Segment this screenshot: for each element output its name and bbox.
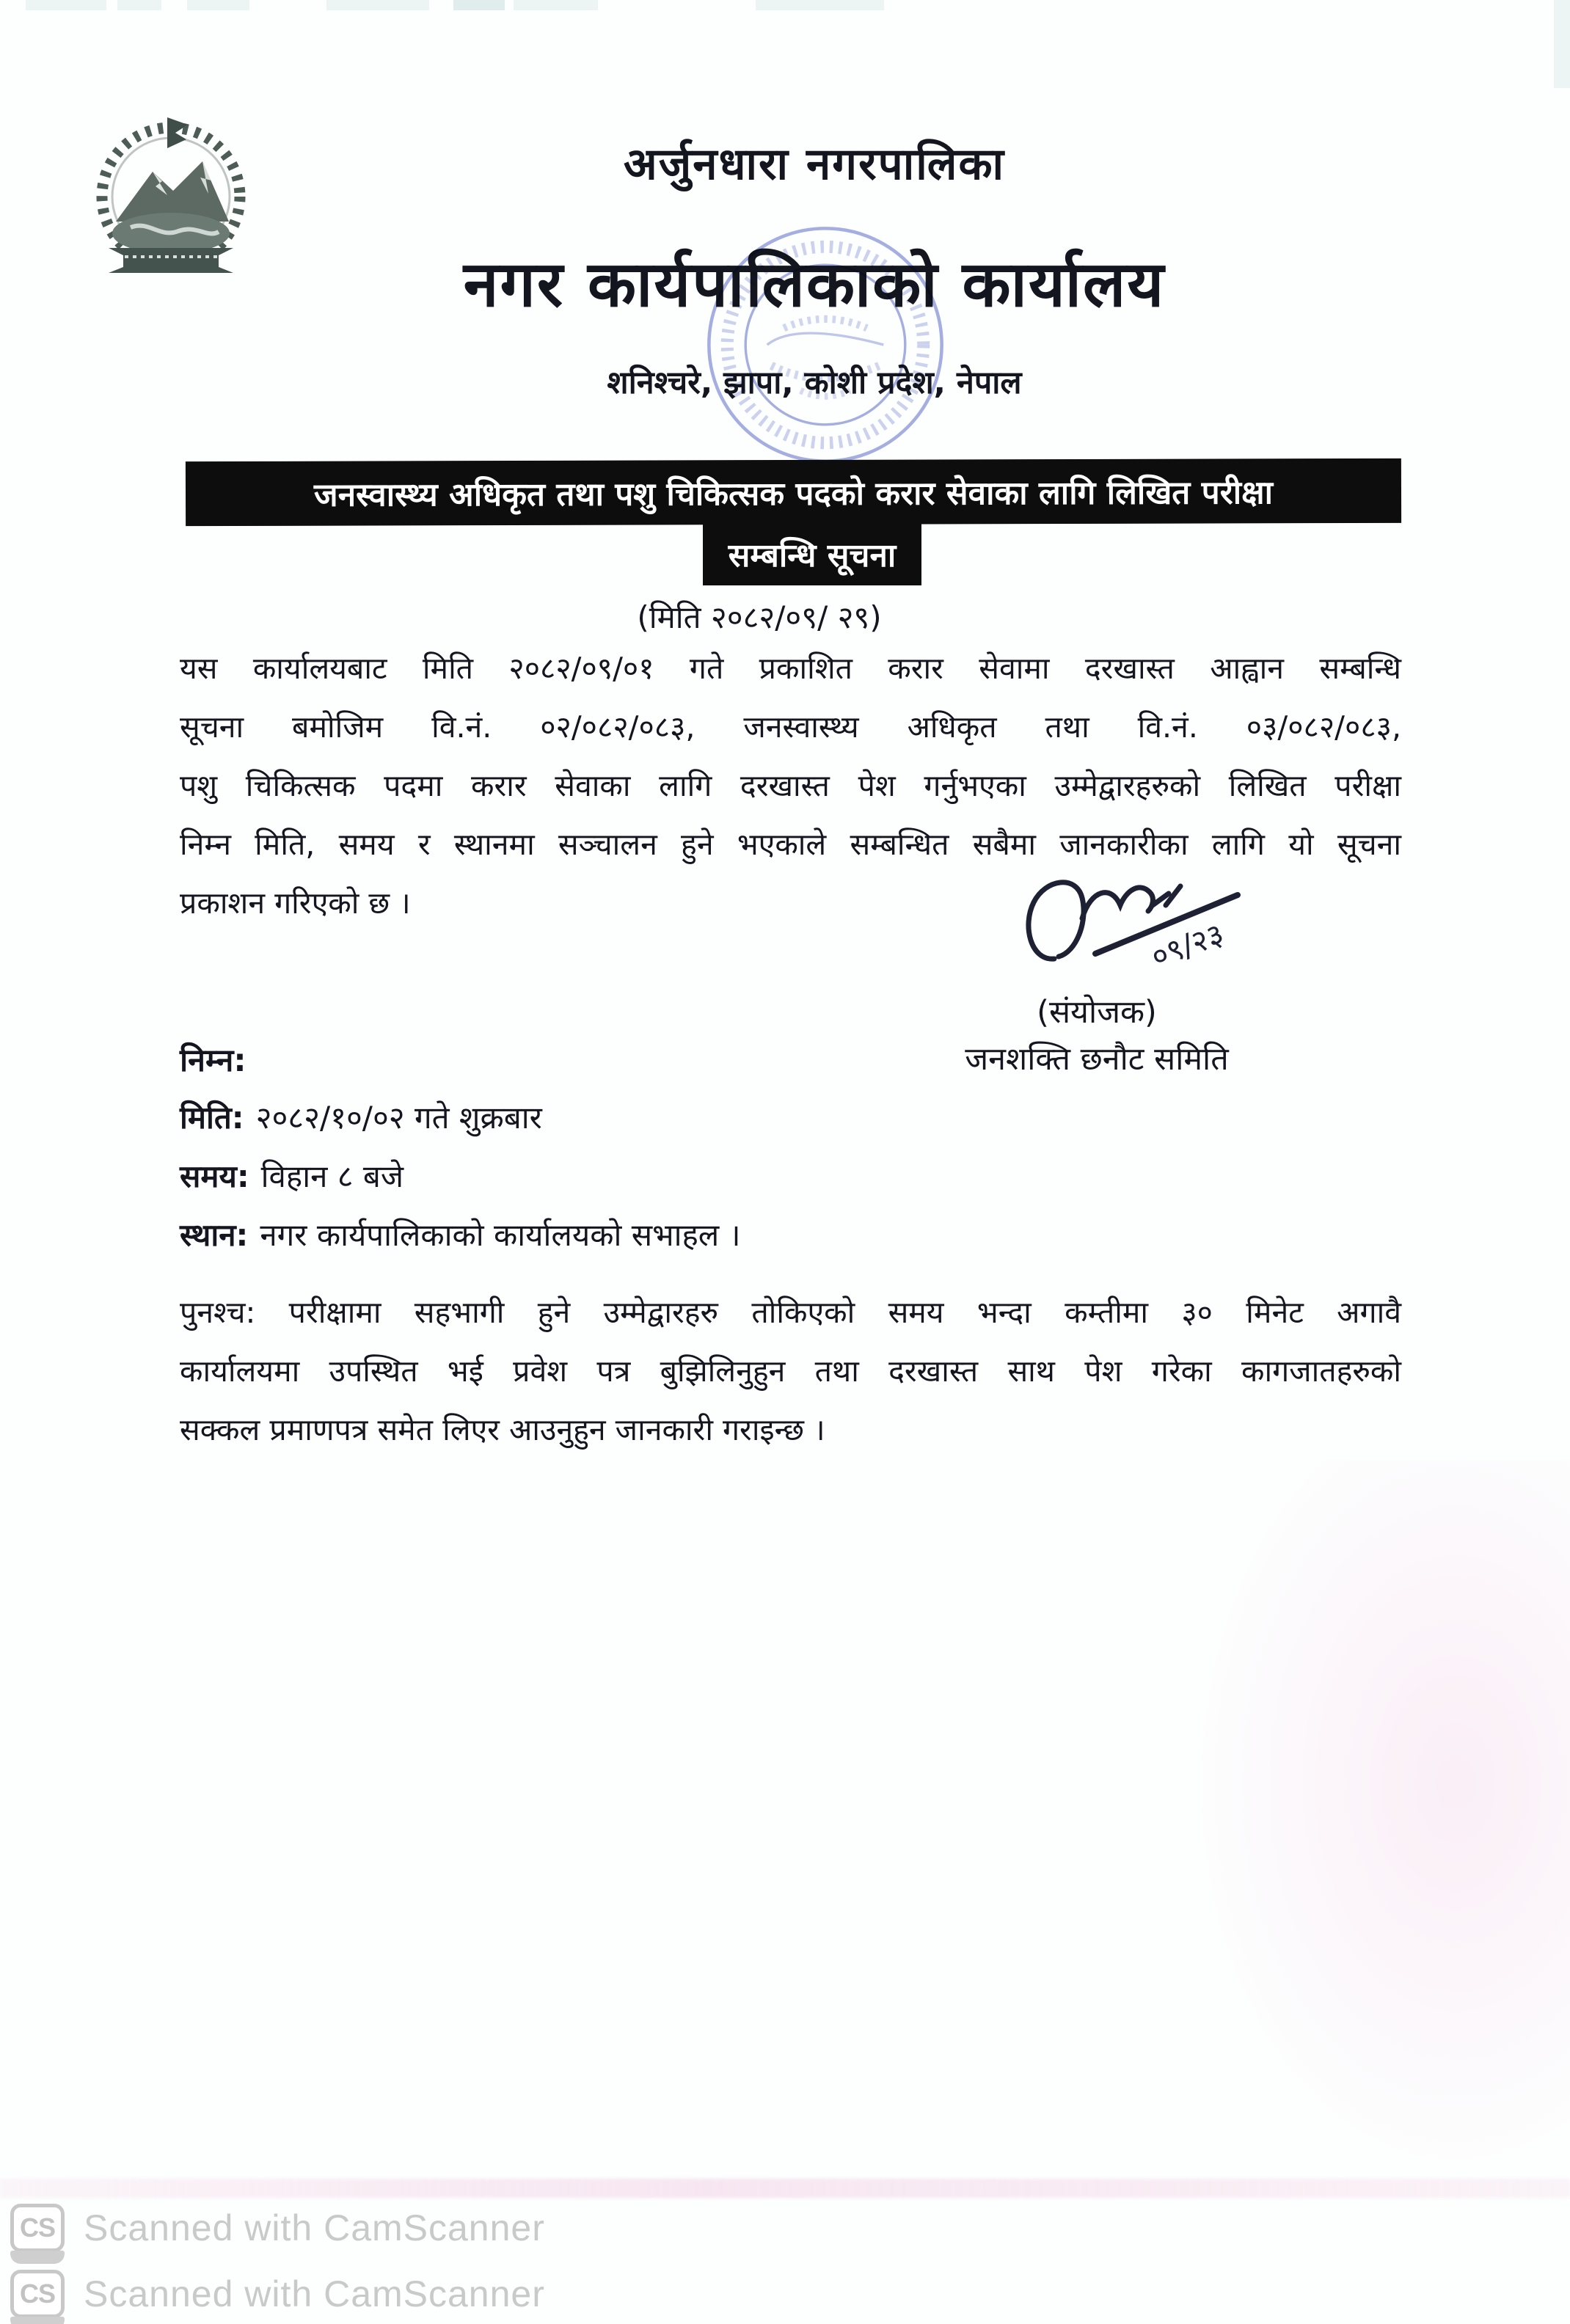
- camscanner-icon-letters: CS: [19, 2279, 55, 2309]
- camscanner-watermark-text: Scanned with CamScanner: [84, 2207, 545, 2248]
- camscanner-watermark-text: Scanned with CamScanner: [84, 2273, 545, 2314]
- signature-scribble: [1009, 860, 1273, 992]
- camscanner-icon-letters: CS: [19, 2212, 55, 2243]
- scan-edge-artifact: [756, 0, 884, 10]
- schedule-label: मिति:: [180, 1100, 244, 1136]
- schedule-heading: निम्न:: [180, 1042, 247, 1079]
- notice-title-line2: सम्बन्धि सूचना: [703, 522, 921, 585]
- signatory-designation: (संयोजक): [1037, 994, 1157, 1031]
- camscanner-watermark: [10, 2270, 545, 2318]
- body-line: निम्न मिति, समय र स्थानमा सञ्चालन हुने भएकाले सम्बन्धित सबैमा जानकारीका लागि यो सूचना: [180, 827, 1401, 862]
- schedule-value: नगर कार्यपालिकाको कार्यालयको सभाहल ।: [260, 1217, 741, 1253]
- scan-edge-artifact: [453, 0, 505, 10]
- body-line: सूचना बमोजिम वि.नं. ०२/०८२/०८३, जनस्वास्थ्य अधिकृत तथा वि.नं. ०३/०८२/०८३,: [180, 709, 1401, 745]
- schedule-item-date: [180, 1096, 1280, 1138]
- body-line: यस कार्यालयबाट मिति २०८२/०९/०१ गते प्रकाशित करार सेवामा दरखास्त आह्वान सम्बन्धि: [180, 651, 1401, 686]
- office-address: शनिश्चरे, झापा, कोशी प्रदेश, नेपाल: [607, 365, 1022, 401]
- schedule-value: विहान ८ बजे: [260, 1158, 404, 1194]
- camscanner-icon-tab: [10, 2317, 65, 2324]
- body-line: पशु चिकित्सक पदमा करार सेवाका लागि दरखास्त पेश गर्नुभएका उम्मेद्वारहरुको लिखित परीक्षा: [180, 768, 1401, 803]
- schedule-item-time: [180, 1155, 1280, 1196]
- schedule-value: २०८२/१०/०२ गते शुक्रबार: [255, 1100, 542, 1136]
- municipality-emblem-logo: [79, 110, 263, 286]
- schedule-label: स्थान:: [180, 1217, 249, 1253]
- postscript-line: सक्कल प्रमाणपत्र समेत लिएर आउनुहुन जानकारी गराइन्छ ।: [180, 1412, 825, 1447]
- notice-title-line1: जनस्वास्थ्य अधिकृत तथा पशु चिकित्सक पदको करार सेवाका लागि लिखित परीक्षा: [186, 458, 1401, 526]
- scan-edge-artifact: [187, 0, 249, 10]
- ink-stamp-watermark: [701, 220, 950, 469]
- schedule-label: समय:: [180, 1158, 249, 1194]
- notice-date: (मिति २०८२/०९/ २९): [637, 599, 882, 635]
- scan-tint-artifact: [1189, 1460, 1570, 2179]
- scan-tint-artifact: [0, 2179, 1570, 2198]
- scan-edge-artifact: [514, 0, 598, 10]
- signature-date-note: ०९/२३: [1146, 916, 1229, 976]
- scan-edge-artifact: [326, 0, 429, 10]
- postscript-line: पुनश्च: परीक्षामा सहभागी हुने उम्मेद्वारहरु तोकिएको समय भन्दा कम्तीमा ३० मिनेट अगावै: [180, 1295, 1401, 1330]
- scan-edge-artifact: [117, 0, 161, 10]
- camscanner-icon: [10, 2204, 65, 2252]
- postscript-line: कार्यालयमा उपस्थित भई प्रवेश पत्र बुझिलिनुहुन तथा दरखास्त साथ पेश गरेका कागजातहरुको: [180, 1353, 1401, 1389]
- camscanner-icon: [10, 2270, 65, 2318]
- scan-edge-artifact: [26, 0, 106, 10]
- camscanner-icon-tab: [10, 2251, 65, 2264]
- municipality-name: अर्जुनधारा नगरपालिका: [623, 139, 1006, 190]
- body-line: प्रकाशन गरिएको छ ।: [180, 885, 411, 921]
- camscanner-watermark: [10, 2204, 545, 2252]
- scan-edge-artifact: [1554, 0, 1570, 88]
- office-name: नगर कार्यपालिकाको कार्यालय: [463, 248, 1166, 321]
- schedule-item-venue: [180, 1213, 1280, 1255]
- committee-name: जनशक्ति छनौट समिति: [965, 1041, 1229, 1078]
